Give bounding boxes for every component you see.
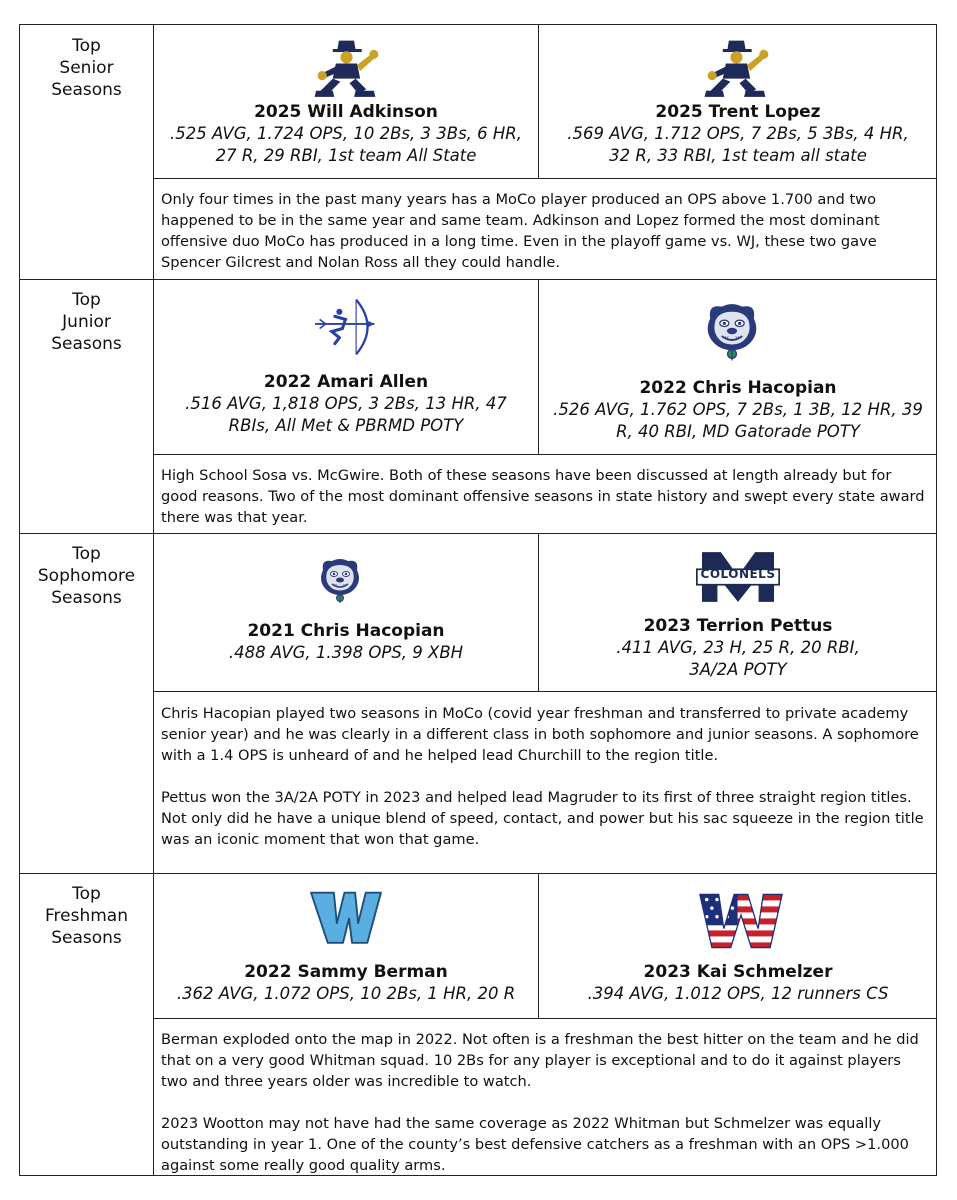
category-line: Seasons <box>51 80 122 100</box>
section-divider <box>20 533 937 534</box>
player-card-schmelzer <box>539 961 937 1005</box>
section-description <box>161 703 925 850</box>
section-description <box>161 465 925 528</box>
category-label-sophomore <box>20 543 153 609</box>
player-card-adkinson <box>154 101 538 167</box>
colonels-wordmark: COLONELS <box>700 567 776 581</box>
description-paragraph: Berman exploded onto the map in 2022. Not often is a freshman the best hitter on the team and he did that on a very good Whitman squad. 10 2Bs for any player is exceptional and to do it against players two and three years older was incredible to watch. <box>161 1031 919 1090</box>
player-name: 2025 Will Adkinson <box>254 102 438 122</box>
whitman-w-logo <box>308 885 384 949</box>
category-label-freshman <box>20 883 153 949</box>
player-stats: .411 AVG, 23 H, 25 R, 20 RBI, <box>616 638 860 657</box>
player-name: 2021 Chris Hacopian <box>247 621 445 641</box>
category-line: Seasons <box>51 588 122 608</box>
category-label-junior <box>20 289 153 355</box>
player-card-lopez <box>539 101 937 167</box>
bulldog-logo <box>315 547 365 613</box>
player-name: 2022 Amari Allen <box>263 372 429 392</box>
category-line: Top <box>72 36 101 56</box>
player-card-berman <box>154 961 538 1005</box>
player-name: 2023 Kai Schmelzer <box>643 962 833 982</box>
player-name: 2025 Trent Lopez <box>655 102 821 122</box>
player-stats: 32 R, 33 RBI, 1st team all state <box>609 146 867 165</box>
category-line: Senior <box>59 58 114 78</box>
player-stats: R, 40 RBI, MD Gatorade POTY <box>616 422 860 441</box>
player-card-hacopian-2022 <box>539 377 937 443</box>
player-name: 2022 Sammy Berman <box>244 962 448 982</box>
player-stats: .362 AVG, 1.072 OPS, 10 2Bs, 1 HR, 20 R <box>176 984 516 1003</box>
row-divider <box>153 691 937 692</box>
description-paragraph: Pettus won the 3A/2A POTY in 2023 and helped lead Magruder to its first of three straight region titles. Not only did he have a unique blend of speed, contact, and power but his sac squeeze in the region title was an iconic moment that won that game. <box>161 789 924 848</box>
player-card-hacopian-2021 <box>154 620 538 664</box>
section-divider <box>20 873 937 874</box>
category-line: Top <box>72 544 101 564</box>
fighting-irish-logo <box>310 37 386 99</box>
description-paragraph: Chris Hacopian played two seasons in MoCo (covid year freshman and transferred to private academy senior year) and he was clearly in a different class in both sophomore and junior seasons. A sophomore with a 1.4 OPS is unheard of and he helped lead Churchill to the region title. <box>161 705 919 764</box>
description-paragraph: Only four times in the past many years has a MoCo player produced an OPS above 1.700 and two happened to be in the same year and same team. Adkinson and Lopez formed the most dominant offensive duo MoCo has produced in a long time. Even in the playoff game vs. WJ, these two gave Spencer Gilcrest and Nolan Ross all they could handle. <box>161 191 880 271</box>
category-line: Freshman <box>45 906 128 926</box>
row-divider <box>153 454 937 455</box>
description-paragraph: 2023 Wootton may not have had the same coverage as 2022 Whitman but Schmelzer was equally outstanding in year 1. One of the county’s best defensive catchers as a freshman with an OPS >1.000 against some really good quality arms. <box>161 1115 909 1174</box>
bulldog-logo <box>700 293 764 369</box>
category-line: Sophomore <box>37 566 136 586</box>
player-stats: .569 AVG, 1.712 OPS, 7 2Bs, 5 3Bs, 4 HR, <box>567 124 909 143</box>
colonels-logo <box>688 547 788 607</box>
wootton-w-logo <box>696 891 786 951</box>
player-card-allen <box>154 371 538 437</box>
section-description <box>161 1029 925 1176</box>
category-line: Junior <box>62 312 111 332</box>
section-divider <box>20 279 937 280</box>
category-label-senior <box>20 35 153 101</box>
player-name: 2022 Chris Hacopian <box>639 378 837 398</box>
section-description <box>161 189 925 273</box>
player-stats: .526 AVG, 1.762 OPS, 7 2Bs, 1 3B, 12 HR, 39 <box>553 400 923 419</box>
category-line: Top <box>72 884 101 904</box>
player-stats: .488 AVG, 1.398 OPS, 9 XBH <box>228 643 464 662</box>
archer-logo <box>309 291 385 363</box>
category-line: Seasons <box>51 928 122 948</box>
description-paragraph: High School Sosa vs. McGwire. Both of these seasons have been discussed at length already but for good reasons. Two of the most dominant offensive seasons in state history and swept every state award there was that year. <box>161 467 925 526</box>
player-stats: RBIs, All Met & PBRMD POTY <box>228 416 464 435</box>
player-stats: .525 AVG, 1.724 OPS, 10 2Bs, 3 3Bs, 6 HR, <box>169 124 523 143</box>
player-stats: .394 AVG, 1.012 OPS, 12 runners CS <box>587 984 889 1003</box>
player-card-pettus <box>539 615 937 681</box>
category-line: Top <box>72 290 101 310</box>
player-name: 2023 Terrion Pettus <box>643 616 833 636</box>
player-stats: .516 AVG, 1,818 OPS, 3 2Bs, 13 HR, 47 <box>185 394 507 413</box>
player-stats: 3A/2A POTY <box>689 660 787 679</box>
fighting-irish-logo <box>700 37 776 99</box>
player-stats: 27 R, 29 RBI, 1st team All State <box>215 146 477 165</box>
category-line: Seasons <box>51 334 122 354</box>
seasons-table <box>19 24 937 1176</box>
row-divider <box>153 178 937 179</box>
row-divider <box>153 1018 937 1019</box>
